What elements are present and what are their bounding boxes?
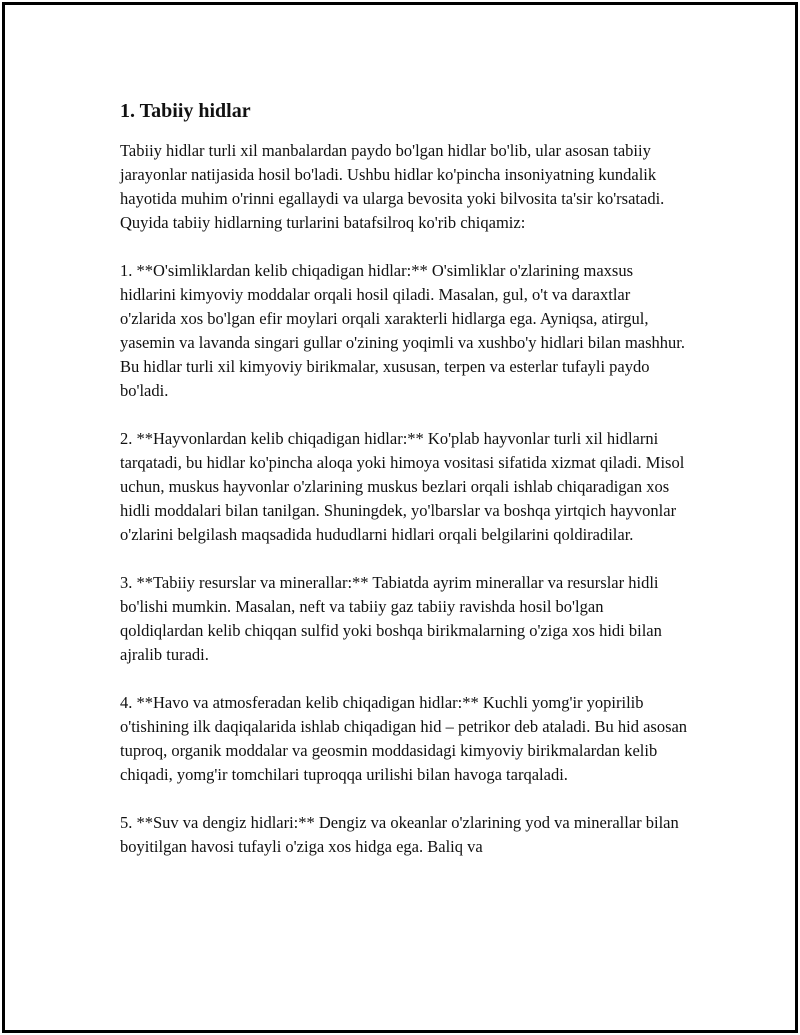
- sea-scents-paragraph: 5. **Suv va dengiz hidlari:** Dengiz va okeanlar o'zlarining yod va minerallar bilan boyitilgan havosi tufayli o'ziga xos hidga ega. Baliq va: [120, 813, 679, 856]
- animal-scents-paragraph: 2. **Hayvonlardan kelib chiqadigan hidlar:** Ko'plab hayvonlar turli xil hidlarni tarqatadi, bu hidlar ko'pincha aloqa yoki himoya vositasi sifatida xizmat qiladi. Misol uchun, muskus hayvonlar o'zlarining muskus bezlari orqali ishlab chiqaradigan xos hidli moddalari bilan tanilgan. Shuningdek, yo'lbarslar va boshqa yirtqich hayvonlar o'zlarini belgilash maqsadida hududlarni hidlari orqali belgilarini qoldiradilar.: [120, 429, 685, 544]
- intro-paragraph: Tabiiy hidlar turli xil manbalardan paydo bo'lgan hidlar bo'lib, ular asosan tabiiy jarayonlar natijasida hosil bo'ladi. Ushbu hidlar ko'pincha insoniyatning kundalik hayotida muhim o'rinni egallaydi va ularga bevosita yoki bilvosita ta'sir ko'rsatadi. Quyida tabiiy hidlarning turlarini batafsilroq ko'rib chiqamiz:: [120, 141, 665, 232]
- atmosphere-scents-paragraph: 4. **Havo va atmosferadan kelib chiqadigan hidlar:** Kuchli yomg'ir yopirilib o'tishining ilk daqiqalarida ishlab chiqadigan hid – petrikor deb ataladi. Bu hid asosan tuproq, organik moddalar va geosmin moddasidagi kimyoviy birikmalardan kelib chiqadi, yomg'ir tomchilari tuproqqa urilishi bilan havoga tarqaladi.: [120, 693, 688, 784]
- plant-scents-paragraph: 1. **O'simliklardan kelib chiqadigan hidlar:** O'simliklar o'zlarining maxsus hidlarini kimyoviy moddalar orqali hosil qiladi. Masalan, gul, o't va daraxtlar o'zlarida xos bo'lgan efir moylari orqali xarakterli hidlarga ega. Ayniqsa, atirgul, yasemin va lavanda singari gullar o'zining yoqimli va xushbo'y hidlari bilan mashhur. Bu hidlar turli xil kimyoviy birikmalar, xususan, terpen va esterlar tufayli paydo bo'ladi.: [120, 261, 686, 400]
- document-body: [120, 97, 690, 883]
- section-heading: 1. Tabiiy hidlar: [120, 100, 251, 122]
- page-frame: [2, 2, 798, 1033]
- minerals-paragraph: 3. **Tabiiy resurslar va minerallar:** Tabiatda ayrim minerallar va resurslar hidli bo'lishi mumkin. Masalan, neft va tabiiy gaz tabiiy ravishda hosil bo'lgan qoldiqlardan kelib chiqqan sulfid yoki boshqa birikmalarning o'ziga xos hidi bilan ajralib turadi.: [120, 573, 662, 664]
